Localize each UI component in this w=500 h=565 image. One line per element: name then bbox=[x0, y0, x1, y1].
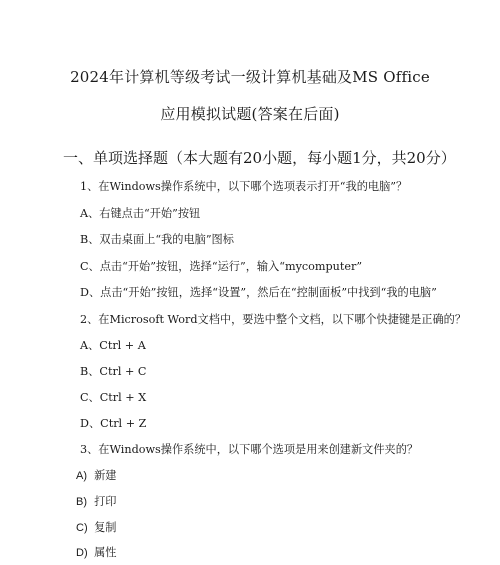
option-text: 新建 bbox=[94, 469, 117, 482]
option-label: C) bbox=[76, 522, 88, 534]
question-2-stem: 2、在Microsoft Word文档中，要选中整个文档，以下哪个快捷键是正确的？ bbox=[80, 313, 467, 326]
option-label: B) bbox=[76, 496, 87, 508]
question-3-stem: 3、在Windows操作系统中，以下哪个选项是用来创建新文件夹的？ bbox=[80, 443, 419, 456]
option-text: 复制 bbox=[94, 521, 117, 534]
document-title-line1: 2024年计算机等级考试一级计算机基础及MS Office bbox=[70, 68, 430, 86]
option-label: D) bbox=[76, 547, 88, 559]
section-heading: 一、单项选择题（本大题有20小题，每小题1分，共20分） bbox=[63, 149, 456, 167]
document-title-line2: 应用模拟试题(答案在后面) bbox=[160, 105, 340, 123]
question-2-option-b: B、Ctrl + C bbox=[80, 365, 147, 378]
question-1-stem: 1、在Windows操作系统中，以下哪个选项表示打开“我的电脑”？ bbox=[80, 180, 408, 193]
question-2-option-c: C、Ctrl + X bbox=[80, 391, 147, 404]
option-label: A) bbox=[76, 470, 87, 482]
question-2-option-a: A、Ctrl + A bbox=[80, 339, 146, 352]
question-1-option-d: D、点击“开始”按钮，选择“设置”，然后在“控制面板”中找到“我的电脑” bbox=[80, 286, 437, 299]
question-3-option-c bbox=[76, 521, 116, 535]
question-1-option-c: C、点击“开始”按钮，选择“运行”，输入“mycomputer” bbox=[80, 260, 363, 273]
question-1-option-b: B、双击桌面上“我的电脑”图标 bbox=[80, 233, 234, 246]
question-3-option-d bbox=[76, 546, 116, 560]
option-text: 属性 bbox=[94, 546, 117, 559]
question-1-option-a: A、右键点击“开始”按钮 bbox=[80, 207, 201, 220]
question-3-option-b bbox=[76, 495, 116, 509]
option-text: 打印 bbox=[94, 495, 117, 508]
question-3-option-a bbox=[76, 469, 116, 483]
question-2-option-d: D、Ctrl + Z bbox=[80, 417, 147, 430]
